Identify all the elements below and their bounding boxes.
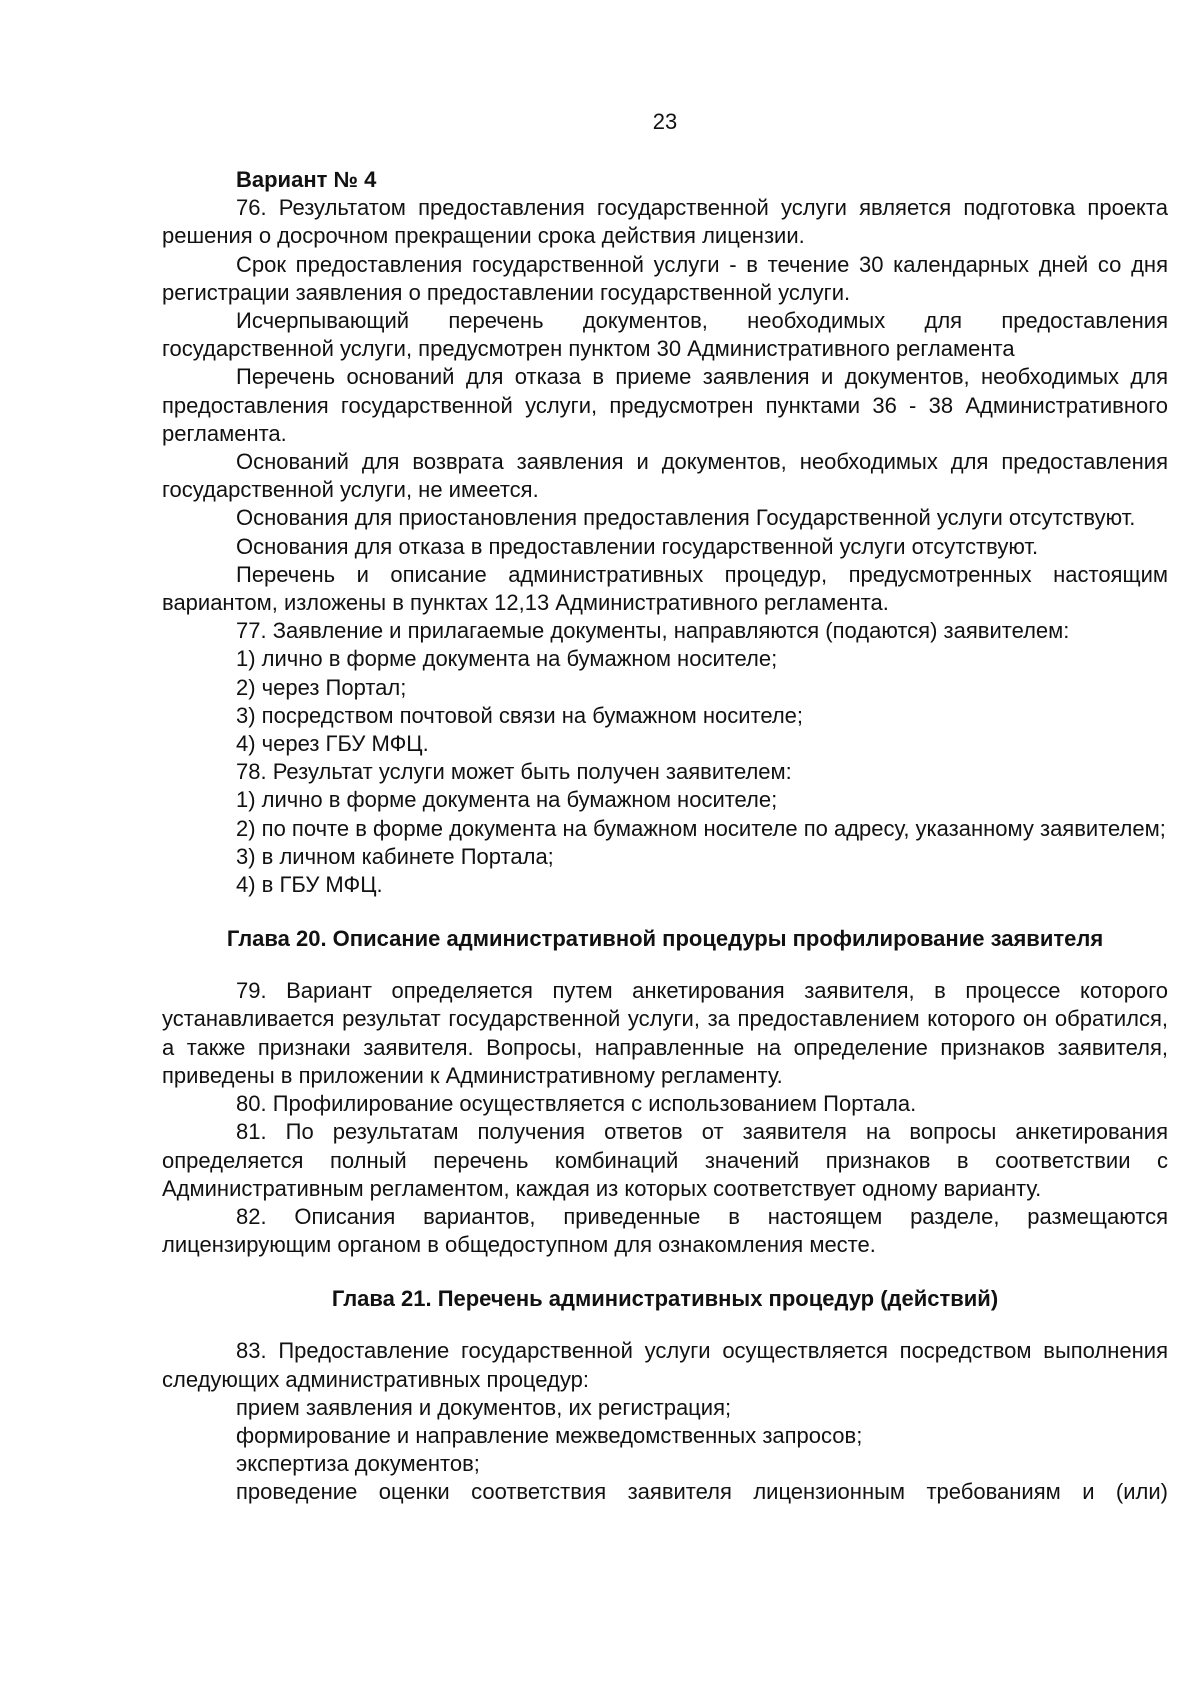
list-item: формирование и направление межведомственных запросов; — [236, 1422, 863, 1448]
paragraph-refusal-grounds: Основания для отказа в предоставлении государственной услуги отсутствуют. — [236, 533, 1039, 559]
chapter-21-title: Глава 21. Перечень административных процедур (действий) — [331, 1286, 999, 1312]
list-item: 1) лично в форме документа на бумажном носителе; — [236, 787, 778, 813]
list-item: 3) посредством почтовой связи на бумажном носителе; — [236, 702, 804, 728]
paragraph-77: 77. Заявление и прилагаемые документы, направляются (подаются) заявителем: — [236, 618, 1070, 644]
paragraph-procedures: Перечень и описание административных процедур, предусмотренных настоящим вариантом, изложены в пунктах 12,13 Административного регламента. — [162, 561, 1168, 616]
chapter-20-title: Глава 20. Описание административной процедуры профилирование заявителя — [226, 926, 1104, 952]
list-item: 4) через ГБУ МФЦ. — [236, 731, 429, 757]
paragraph-suspension-grounds: Основания для приостановления предоставления Государственной услуги отсутствуют. — [236, 505, 1136, 531]
paragraph-81: 81. По результатам получения ответов от заявителя на вопросы анкетирования определяется полный перечень комбинаций значений признаков в соответствии с Административным регламентом, каждая из которых соответствует одному варианту. — [162, 1119, 1168, 1201]
paragraph-78: 78. Результат услуги может быть получен заявителем: — [236, 759, 792, 785]
paragraph-return-grounds: Оснований для возврата заявления и документов, необходимых для предоставления государственной услуги, не имеется. — [162, 449, 1168, 503]
list-item: 3) в личном кабинете Портала; — [236, 843, 554, 869]
list-item: 1) лично в форме документа на бумажном носителе; — [236, 646, 778, 672]
paragraph-refusal-reception: Перечень оснований для отказа в приеме заявления и документов, необходимых для предоставления государственной услуги, предусмотрен пунктами 36 - 38 Административного регламента. — [162, 364, 1168, 446]
document-page — [162, 108, 1168, 1507]
list-item: 2) через Портал; — [236, 674, 407, 700]
paragraph-80: 80. Профилирование осуществляется с использованием Портала. — [236, 1091, 917, 1117]
paragraph-79: 79. Вариант определяется путем анкетирования заявителя, в процессе которого устанавливается результат государственной услуги, за предоставлением которого он обратился, а также признаки заявителя. Вопросы, направленные на определение признаков заявителя, приведены в приложении к Административному регламенту. — [162, 978, 1168, 1088]
paragraph-documents-list: Исчерпывающий перечень документов, необходимых для предоставления государственной услуги, предусмотрен пунктом 30 Административного регламента — [162, 308, 1168, 362]
list-item: экспертиза документов; — [236, 1451, 480, 1477]
page-number: 23 — [652, 109, 678, 134]
paragraph-83: 83. Предоставление государственной услуги осуществляется посредством выполнения следующих административных процедур: — [162, 1338, 1168, 1392]
list-item: прием заявления и документов, их регистрация; — [236, 1394, 732, 1420]
list-item: 4) в ГБУ МФЦ. — [236, 872, 383, 898]
paragraph-term: Срок предоставления государственной услуги - в течение 30 календарных дней со дня регистрации заявления о предоставлении государственной услуги. — [162, 251, 1168, 305]
list-item: 2) по почте в форме документа на бумажном носителе по адресу, указанному заявителем; — [236, 815, 1166, 841]
list-item: проведение оценки соответствия заявителя лицензионным требованиям и (или) — [236, 1479, 1168, 1505]
paragraph-82: 82. Описания вариантов, приведенные в настоящем разделе, размещаются лицензирующим органом в общедоступном для ознакомления месте. — [162, 1203, 1168, 1258]
paragraph-76: 76. Результатом предоставления государственной услуги является подготовка проекта решения о досрочном прекращении срока действия лицензии. — [162, 195, 1168, 249]
variant-title: Вариант № 4 — [236, 167, 377, 192]
